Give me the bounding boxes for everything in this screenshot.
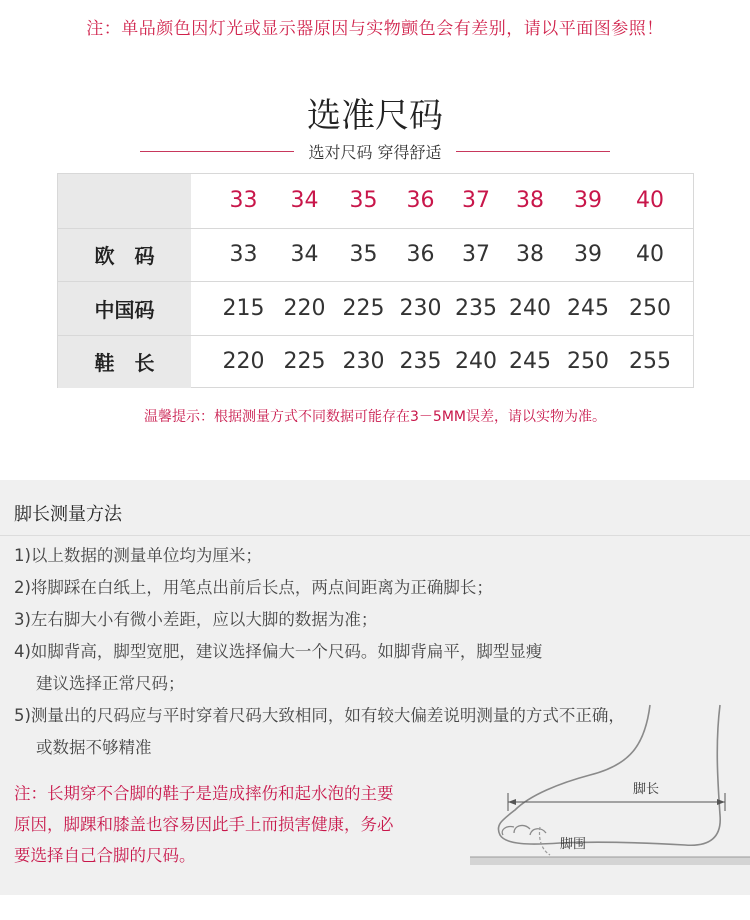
method-step: [14, 572, 734, 604]
measurement-tip: 温馨提示：根据测量方式不同数据可能存在3－5MM误差，请以实物为准。: [144, 409, 606, 425]
health-warning: [14, 778, 464, 871]
method-step-text: 3)左右脚大小有微小差距，应以大脚的数据为准；: [14, 610, 378, 629]
table-cell: 235: [399, 349, 442, 375]
method-step-continuation: 或数据不够精准: [36, 738, 152, 757]
table-cell: 215: [222, 295, 265, 321]
table-cell: 250: [567, 349, 609, 375]
size-header-cells: [191, 174, 693, 228]
subtitle-right-divider: [456, 151, 610, 152]
table-cell: 36: [406, 242, 435, 268]
table-row: [58, 228, 693, 282]
table-cell: 33: [229, 242, 258, 268]
table-cell: 230: [342, 349, 385, 375]
size-header-cell: 39: [574, 188, 602, 214]
row-cells: [191, 282, 693, 335]
table-cell: 39: [574, 242, 602, 268]
page-title: 选准尺码: [307, 96, 443, 136]
row-label: 中国码: [58, 282, 191, 335]
table-cell: 220: [283, 295, 326, 321]
size-header-corner: [58, 174, 191, 228]
size-header-cell: 38: [516, 188, 544, 214]
subtitle-left-divider: [140, 151, 294, 152]
table-cell: 220: [222, 349, 265, 375]
size-header-row: [58, 174, 693, 228]
table-row: [58, 335, 693, 389]
method-step: [14, 604, 734, 636]
subtitle-row: [140, 140, 610, 162]
table-cell: 38: [516, 242, 544, 268]
table-cell: 37: [462, 242, 490, 268]
method-step-text: 4)如脚背高，脚型宽肥，建议选择偏大一个尺码。如脚背扁平，脚型显瘦: [14, 642, 543, 661]
table-cell: 255: [629, 349, 671, 375]
table-row: [58, 281, 693, 335]
size-header-cell: 34: [290, 188, 319, 214]
method-step-text: 5)测量出的尺码应与平时穿着尺码大致相同，如有较大偏差说明测量的方式不正确，: [14, 706, 625, 725]
table-cell: 225: [283, 349, 326, 375]
table-cell: 245: [509, 349, 551, 375]
color-difference-notice: 注：单品颜色因灯光或显示器原因与实物颤色会有差别，请以平面图参照！: [86, 19, 664, 39]
table-cell: 245: [567, 295, 609, 321]
row-cells: [191, 229, 693, 282]
method-step-text: 1)以上数据的测量单位均为厘米；: [14, 546, 262, 565]
subtitle: 选对尺码 穿得舒适: [308, 142, 442, 162]
row-label: 鞋 长: [58, 336, 191, 389]
table-cell: 40: [636, 242, 664, 268]
row-cells: [191, 336, 693, 389]
method-divider: [0, 535, 750, 536]
table-cell: 240: [509, 295, 551, 321]
foot-outline-icon: [470, 685, 750, 895]
table-cell: 230: [399, 295, 442, 321]
method-step: [14, 540, 734, 572]
health-warning-line: 要选择自己合脚的尺码。: [14, 846, 196, 865]
size-header-cell: 37: [462, 188, 490, 214]
foot-girth-label: 脚围: [560, 837, 587, 852]
size-header-cell: 40: [636, 188, 664, 214]
method-step-text: 2)将脚踩在白纸上，用笔点出前后长点，两点间距离为正确脚长；: [14, 578, 493, 597]
size-header-cell: 33: [229, 188, 258, 214]
table-cell: 250: [629, 295, 671, 321]
method-step-continuation: 建议选择正常尺码；: [36, 674, 185, 693]
table-cell: 34: [290, 242, 319, 268]
health-warning-line: 注：长期穿不合脚的鞋子是造成摔伤和起水泡的主要: [14, 784, 394, 803]
measurement-method-panel: [0, 480, 750, 895]
size-chart-table: [57, 173, 694, 388]
table-cell: 35: [349, 242, 378, 268]
health-warning-line: 原因，脚踝和膝盖也容易因此手上而损害健康，务必: [14, 815, 394, 834]
table-cell: 240: [455, 349, 497, 375]
row-label: 欧 码: [58, 229, 191, 282]
method-title: 脚长测量方法: [14, 504, 122, 525]
size-header-cell: 36: [406, 188, 435, 214]
foot-measurement-illustration: [470, 685, 750, 895]
table-cell: 235: [455, 295, 497, 321]
table-cell: 225: [342, 295, 385, 321]
size-header-cell: 35: [349, 188, 378, 214]
foot-length-label: 脚长: [633, 782, 660, 797]
